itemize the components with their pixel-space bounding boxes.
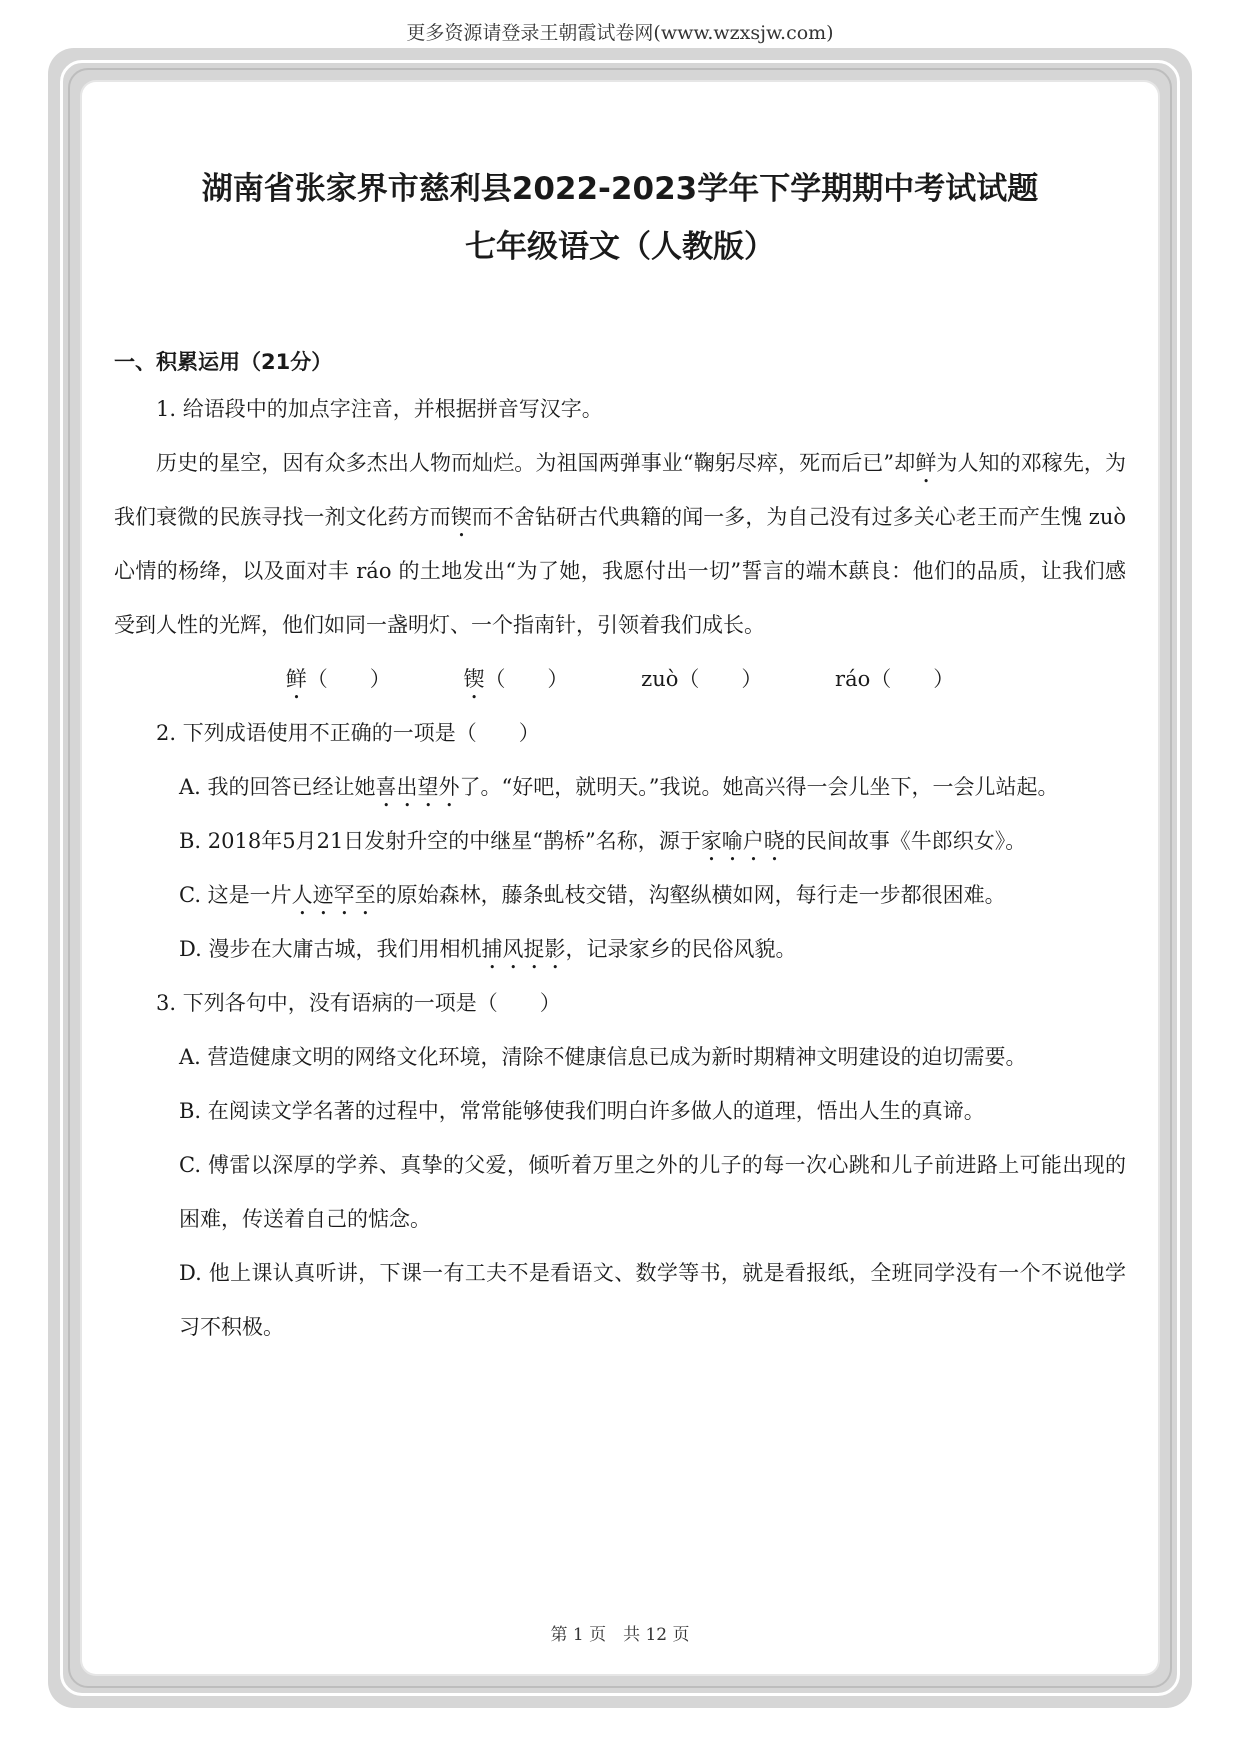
question-3-option-b: B. 在阅读文学名著的过程中，常常能够使我们明白许多做人的道理，悟出人生的真谛。 [179,1099,985,1123]
answer-blank: （ ） [306,667,391,691]
section-heading: 一、积累运用（21分） [114,350,333,374]
question-1-passage [114,436,1126,652]
option-text: A. 我的回答已经让她 [179,775,376,799]
page-number: 第 1 页 共 12 页 [550,1625,690,1645]
option-text: 的民间故事《牛郎织女》。 [784,829,1027,853]
site-header-note: 更多资源请登录王朝霞试卷网(www.wzxsjw.com) [406,22,834,44]
dotted-idiom: 喜出望外 [375,775,460,799]
dotted-idiom: 家喻户晓 [700,829,785,853]
question-1-blanks [114,652,1126,706]
dotted-idiom: 人迹罕至 [291,883,376,907]
question-3-option-c: C. 傅雷以深厚的学养、真挚的父爱，倾听着万里之外的儿子的每一次心跳和儿子前进路上可能出现的困难，传送着自己的惦念。 [179,1153,1126,1231]
question-2-option-a [114,760,1126,814]
option-text: D. 漫步在大庸古城，我们用相机 [179,937,482,961]
passage-text: 历史的星空，因有众多杰出人物而灿烂。为祖国两弹事业“鞠躬尽瘁，死而后已”却 [156,451,916,475]
question-2-stem: 2. 下列成语使用不正确的一项是（ ） [156,721,540,745]
blank-item [286,652,391,706]
question-2-option-c [114,868,1126,922]
dotted-char: 锲 [463,667,485,691]
option-text: B. 2018年5月21日发射升空的中继星“鹊桥”名称，源于 [179,829,701,853]
exam-title: 湖南省张家界市慈利县2022-2023学年下学期期中考试试题 [201,171,1039,207]
blank-item: zuò（ ） [641,667,763,691]
option-text: C. 这是一片 [179,883,292,907]
question-3-option-d: D. 他上课认真听讲，下课一有工夫不是看语文、数学等书，就是看报纸，全班同学没有一个不说他学习不积极。 [179,1261,1126,1339]
dotted-char: 锲 [450,505,472,529]
question-3-stem: 3. 下列各句中，没有语病的一项是（ ） [156,991,561,1015]
option-text: ，记录家乡的民俗风貌。 [565,937,797,961]
option-text: 的原始森林，藤条虬枝交错，沟壑纵横如网，每行走一步都很困难。 [375,883,1006,907]
dotted-char: 鲜 [915,451,937,475]
exam-subtitle: 七年级语文（人教版） [465,229,775,265]
option-text: 了。“好吧，就明天。”我说。她高兴得一会儿坐下，一会儿站起。 [459,775,1059,799]
question-2-option-b [114,814,1126,868]
dotted-idiom: 捕风捉影 [481,937,566,961]
dotted-char: 鲜 [285,667,307,691]
blank-item: ráo（ ） [835,667,955,691]
blank-item [463,652,568,706]
passage-text: 而不舍钻研古代典籍的闻一多，为自己没有过多关心老王而产生愧 zuò 心情的杨绛，以及面对丰 ráo 的土地发出“为了她，我愿付出一切”誓言的端木蕻良：他们的品质，让我们感受到人性的光辉，他们如同一盏明灯、一个指南针，引领着我们成长。 [114,505,1127,637]
answer-blank: （ ） [484,667,569,691]
passage-text: 为人知的邓稼先，为我们衰微的民族寻找一剂文化药方而 [114,451,1127,529]
question-1-stem: 1. 给语段中的加点字注音，并根据拼音写汉字。 [156,397,603,421]
question-3-option-a: A. 营造健康文明的网络文化环境，清除不健康信息已成为新时期精神文明建设的迫切需要。 [179,1045,1027,1069]
document-body [114,160,1126,1354]
question-2-option-d [114,922,1126,976]
